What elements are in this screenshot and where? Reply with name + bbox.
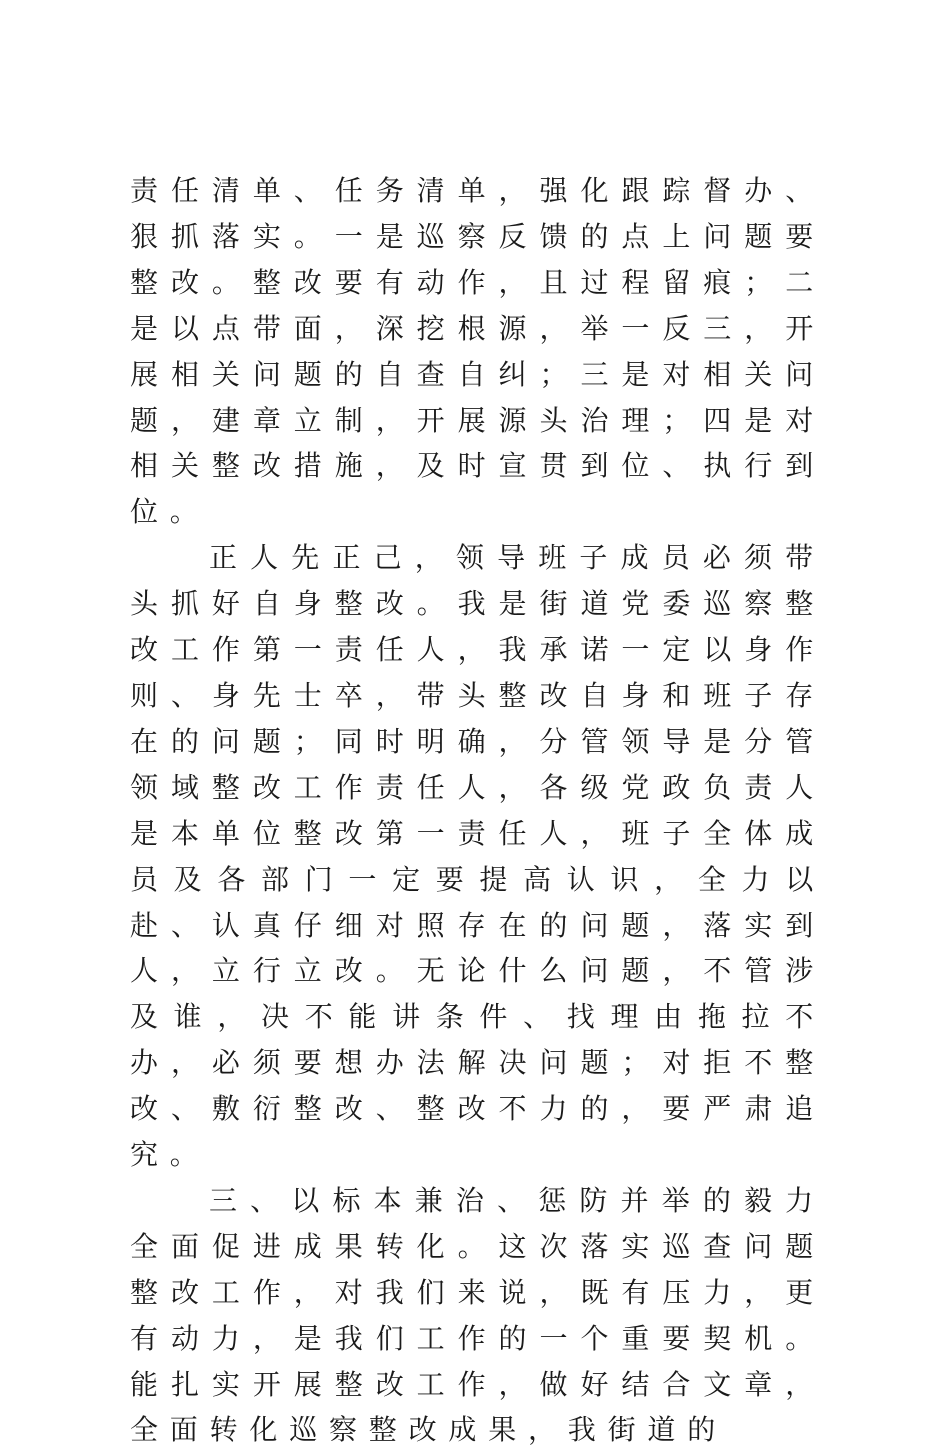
paragraph-1: 责任清单、任务清单，强化跟踪督办、狠抓落实。一是巡察反馈的点上问题要整改。整改要有动作，且过程留痕；二是以点带面，深挖根源，举一反三，开展相关问题的自查自纠；三是对相关问题，建章立制，开展源头治理；四是对相关整改措施，及时宣贯到位、执行到位。	[130, 174, 825, 529]
paragraph-2: 正人先正己，领导班子成员必须带头抓好自身整改。我是街道党委巡察整改工作第一责任人，我承诺一定以身作则、身先士卒，带头整改自身和班子存在的问题；同时明确，分管领导是分管领域整改工作责任人，各级党政负责人是本单位整改第一责任人，班子全体成员及各部门一定要提高认识，全力以赴、认真仔细对照存在的问题，落实到人，立行立改。无论什么问题，不管涉及谁，决不能讲条件、找理由拖拉不办，必须要想办法解决问题；对拒不整改、敷衍整改、整改不力的，要严肃追究。	[130, 541, 825, 1172]
document-body	[130, 168, 825, 1453]
paragraph-3: 三、以标本兼治、惩防并举的毅力全面促进成果转化。这次落实巡查问题整改工作，对我们来说，既有压力，更有动力，是我们工作的一个重要契机。能扎实开展整改工作，做好结合文章，全面转化巡察整改成果，我街道的	[130, 1183, 825, 1447]
